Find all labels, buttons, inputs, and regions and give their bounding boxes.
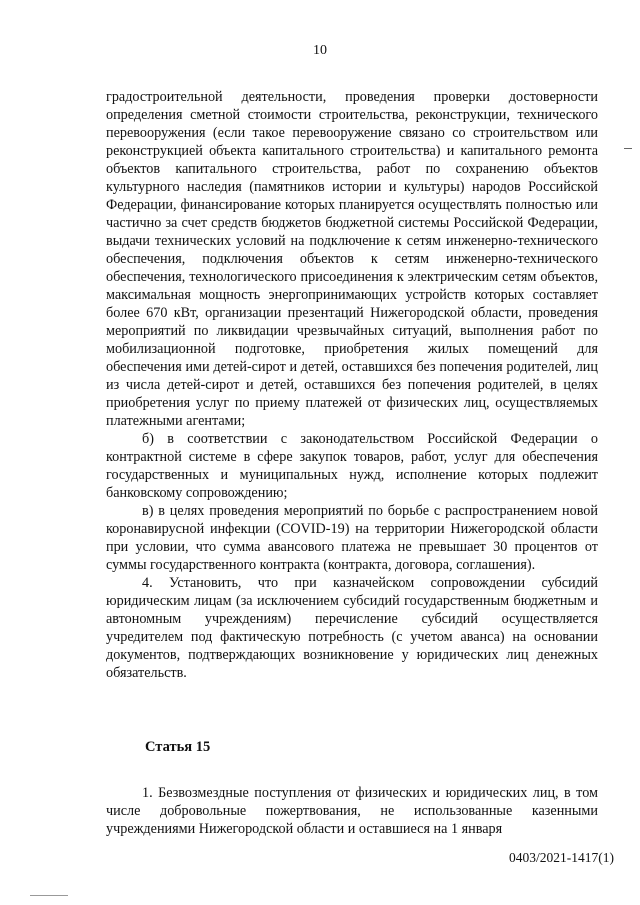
footer-scratch: [30, 895, 68, 896]
margin-mark: [624, 148, 632, 149]
document-code: 0403/2021-1417(1): [509, 850, 614, 865]
article-paragraph-1: 1. Безвозмездные поступления от физических и юридических лиц, в том числе добровольные пожертвования, не использованные казенными учреждениями Нижегородской области и оставшиеся на 1 января: [106, 785, 598, 837]
body-text: [106, 88, 598, 682]
paragraph-clause-4: 4. Установить, что при казначейском сопровождении субсидий юридическим лицам (за исключением субсидий государственным бюджетным и автономным учреждениям) перечисление субсидий осуществляется учредителем под фактическую потребность (с учетом аванса) на основании документов, подтверждающих возникновение у юридических лиц денежных обязательств.: [106, 575, 598, 681]
article-heading: Статья 15: [145, 739, 211, 755]
paragraph-item-b: б) в соответствии с законодательством Российской Федерации о контрактной системе в сфере закупок товаров, работ, услуг для обеспечения государственных и муниципальных нужд, исполнение которых подлежит банковскому сопровождению;: [106, 431, 598, 501]
paragraph-continuation: градостроительной деятельности, проведения проверки достоверности определения сметной стоимости строительства, реконструкции, технического перевооружения (если такое перевооружение связано со строительством или реконструкцией объекта капитального строительства) и капитального ремонта объектов капитального строительства, работ по сохранению объектов культурного наследия (памятников истории и культуры) народов Российской Федерации, финансирование которых планируется осуществлять полностью или частично за счет средств бюджетов бюджетной системы Российской Федерации, выдачи технических условий на подключение к сетям инженерно-технического обеспечения, подключения объектов к сетям инженерно-технического обеспечения, технологического присоединения к электрическим сетям объектов, максимальная мощность энергопринимающих устройств которых составляет более 670 кВт, организации презентаций Нижегородской области, проведения мероприятий по ликвидации чрезвычайных ситуаций, выполнения работ по мобилизационной подготовке, приобретения жилых помещений для обеспечения ими детей-сирот и детей, оставшихся без попечения родителей, лиц из числа детей-сирот и детей, оставшихся без попечения родителей, в целях приобретения услуг по приему платежей от физических лиц, осуществляемых платежными агентами;: [106, 89, 598, 429]
paragraph-item-v: в) в целях проведения мероприятий по борьбе с распространением новой коронавирусной инфекции (COVID-19) на территории Нижегородской области при условии, что сумма авансового платежа не превышает 30 процентов от суммы государственного контракта (контракта, договора, соглашения).: [106, 503, 598, 573]
page-number: 10: [313, 43, 327, 58]
article-body: [106, 784, 598, 838]
